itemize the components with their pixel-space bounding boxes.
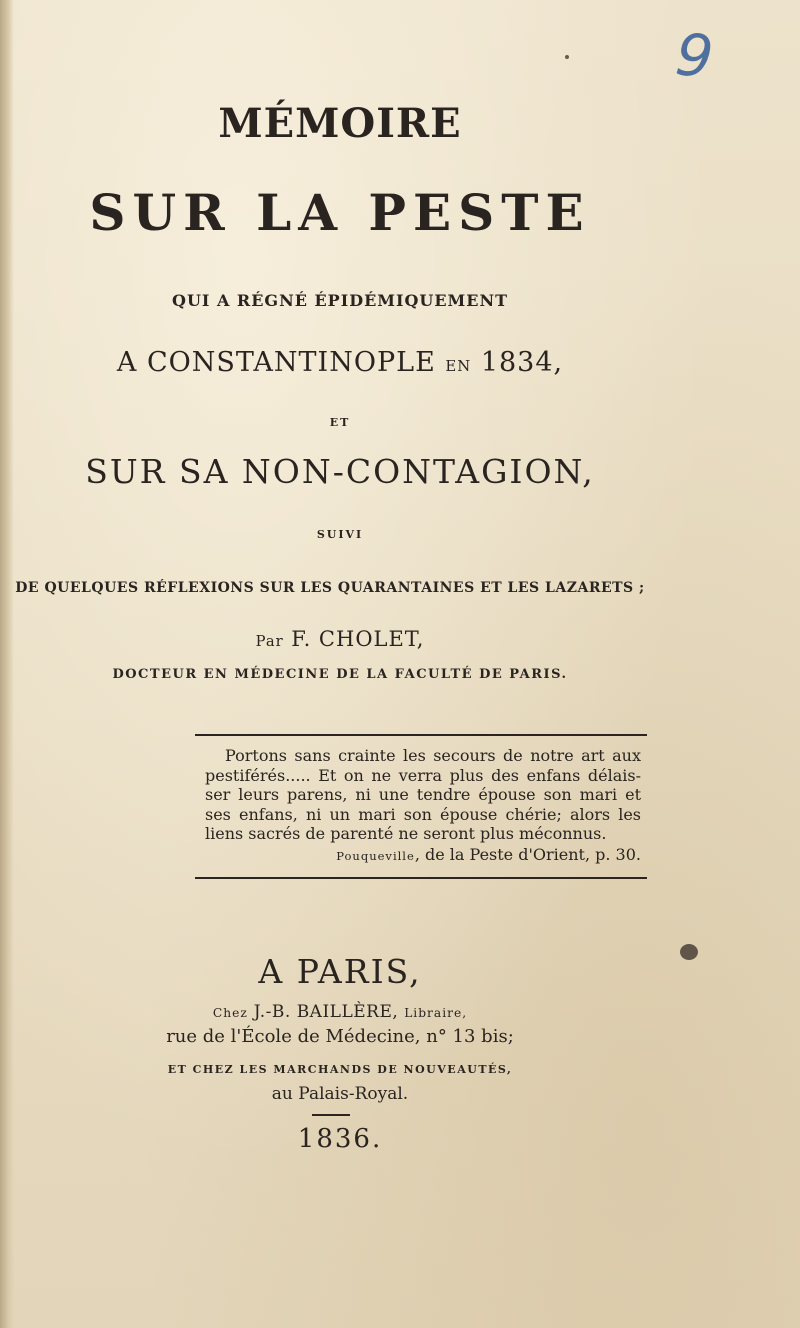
epigraph-bottom-rule xyxy=(195,877,647,879)
epigraph-line: ser leurs parens, ni une tendre épouse son mari et xyxy=(205,785,641,804)
publisher-role: Libraire, xyxy=(404,1006,468,1020)
author-line xyxy=(0,627,680,651)
title-line-3: SUR SA NON-CONTAGION, xyxy=(85,452,595,491)
epigraph-line: ses enfans, ni un mari son épouse chérie; alors les xyxy=(205,804,641,824)
imprint-year: 1836. xyxy=(297,1124,383,1154)
epigraph-top-rule xyxy=(195,734,647,736)
author-name: F. CHOLET, xyxy=(291,627,425,651)
year-rule xyxy=(312,1114,350,1116)
title-line-1: MÉMOIRE xyxy=(218,100,462,147)
attribution-author: Pouqueville xyxy=(336,848,415,863)
ink-spot xyxy=(680,944,698,960)
title-line-2: SUR LA PESTE xyxy=(89,183,591,242)
imprint-city: A PARIS, xyxy=(258,952,422,991)
attribution-source: , de la Peste d'Orient, p. 30. xyxy=(414,844,641,864)
author-title: DOCTEUR EN MÉDECINE DE LA FACULTÉ DE PARIS. xyxy=(112,667,568,682)
subtitle-line-1: QUI A RÉGNÉ ÉPIDÉMIQUEMENT xyxy=(172,291,508,310)
publisher-prefix: Chez xyxy=(212,1006,248,1020)
epigraph xyxy=(205,746,641,866)
subtitle-line-2-year: 1834, xyxy=(480,347,564,378)
subtitle-line-2-main: A CONSTANTINOPLE xyxy=(116,347,436,378)
imprint-address: rue de l'École de Médecine, n° 13 bis; xyxy=(166,1026,514,1047)
epigraph-attribution xyxy=(205,845,641,867)
subtitle-line-3: DE QUELQUES RÉFLEXIONS SUR LES QUARANTAINES ET LES LAZARETS ; xyxy=(15,580,645,596)
conjunction: ET xyxy=(329,416,351,429)
subtitle-line-2 xyxy=(0,347,680,378)
epigraph-line: liens sacrés de parenté ne seront plus méconnus. xyxy=(205,824,607,843)
epigraph-line: Portons sans crainte les secours de notre art aux xyxy=(225,746,641,765)
imprint-publisher xyxy=(0,1002,680,1022)
imprint-location: au Palais-Royal. xyxy=(271,1084,409,1104)
author-prefix: Par xyxy=(255,633,284,650)
suivi-label: SUIVI xyxy=(316,528,364,541)
handwritten-folio-number: 9 xyxy=(672,20,717,92)
ink-speck xyxy=(565,55,569,59)
epigraph-line: pestiférés..... Et on ne verra plus des enfans délais- xyxy=(205,765,641,785)
imprint-also: ET CHEZ LES MARCHANDS DE NOUVEAUTÉS, xyxy=(167,1063,513,1076)
subtitle-line-2-small: EN xyxy=(445,357,472,375)
publisher-name: J.-B. BAILLÈRE, xyxy=(253,1002,399,1022)
